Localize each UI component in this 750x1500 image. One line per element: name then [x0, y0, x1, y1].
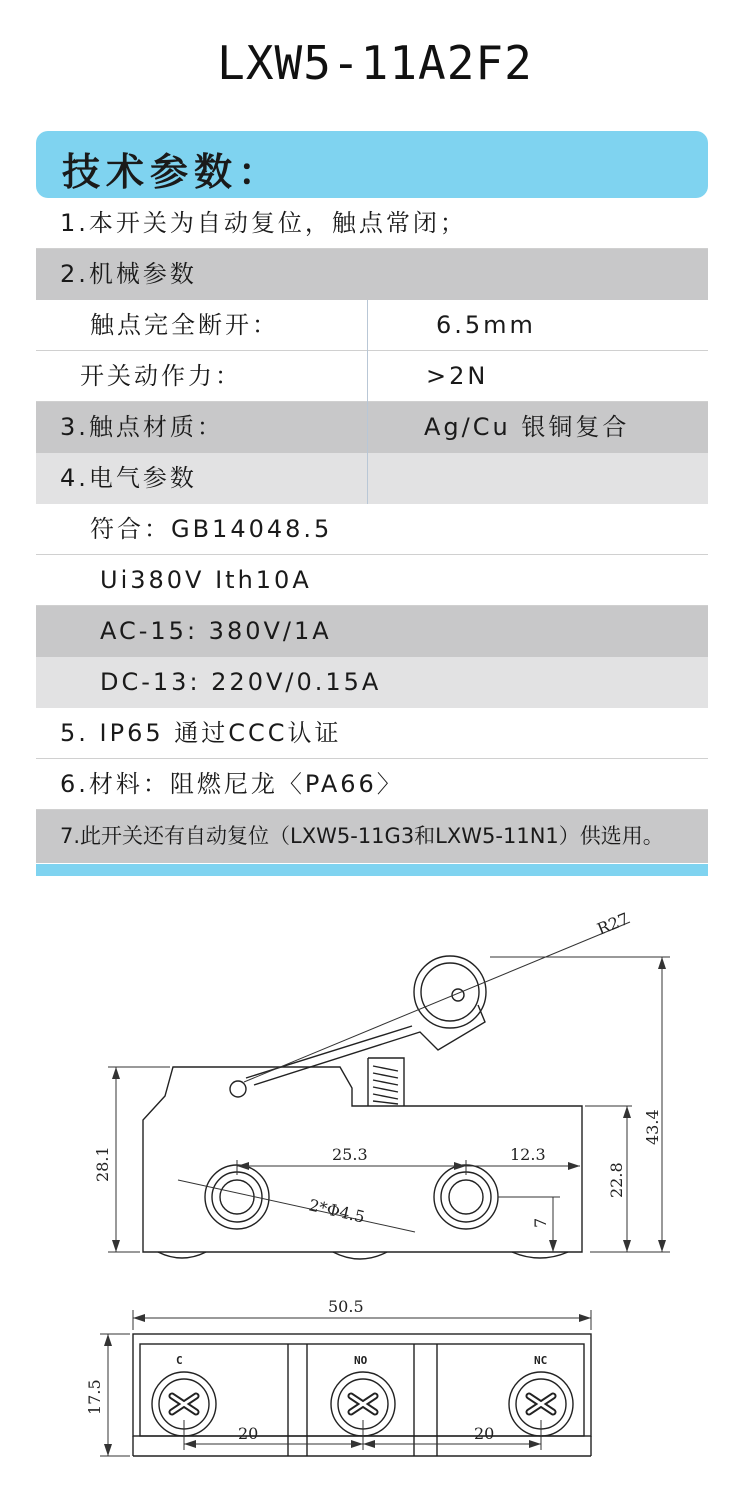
radius-label: R27 [594, 908, 632, 939]
dimension-arrows [112, 957, 666, 1252]
spec-row-mechanical [36, 249, 708, 300]
spec-row-options [36, 810, 708, 863]
column-divider [367, 300, 368, 351]
dim-12-3-label: 12.3 [510, 1145, 546, 1164]
roller-inner [421, 963, 479, 1021]
spec-label: 触点完全断开： [90, 311, 279, 339]
spec-row-standard [36, 504, 708, 555]
spec-value: 6.5mm [436, 311, 536, 339]
spec-row-electrical [36, 453, 708, 504]
spec-text: 7.此开关还有自动复位（LXW5-11G3和LXW5-11N1）供选用。 [60, 824, 664, 848]
spec-value: Ag/Cu 银铜复合 [424, 413, 630, 441]
spring [373, 1066, 398, 1104]
spec-row-actuation-force [36, 351, 708, 402]
dim-25-3-label: 25.3 [332, 1145, 368, 1164]
spec-text: Ui380V Ith10A [100, 566, 312, 594]
lever-arm [254, 1005, 485, 1085]
spec-row-rating [36, 555, 708, 606]
terminal-c-label: C [176, 1354, 183, 1367]
switch-foot [158, 1252, 206, 1258]
dimension-lines [108, 922, 670, 1252]
column-divider [367, 402, 368, 453]
spec-text: 5. IP65 通过CCC认证 [60, 719, 342, 747]
spec-row-ip65 [36, 708, 708, 759]
switch-bottom-view [133, 1334, 591, 1456]
radius-leader [244, 922, 630, 1082]
lever-arm-edge [246, 1026, 412, 1078]
dim-20-left-label: 20 [238, 1424, 259, 1443]
switch-foot [333, 1252, 387, 1259]
column-divider [367, 453, 368, 504]
spec-row-reset [36, 198, 708, 249]
spec-text: DC-13: 220V/0.15A [100, 668, 382, 696]
spec-value: >2N [426, 362, 489, 390]
switch-foot [512, 1252, 568, 1258]
bottom-dimension-labels [85, 1297, 547, 1443]
spec-row-dc13 [36, 657, 708, 708]
spec-row-material [36, 759, 708, 810]
spec-row-contact-gap [36, 300, 708, 351]
pivot-pin [230, 1081, 246, 1097]
mount-hole-inner [449, 1180, 483, 1214]
spec-table [36, 198, 708, 863]
dim-17-5-label: 17.5 [85, 1379, 104, 1415]
roller-outer [414, 956, 486, 1028]
dim-43-4-label: 43.4 [643, 1109, 662, 1145]
terminal-nc-label: NC [534, 1354, 548, 1367]
section-bottom-bar [36, 864, 708, 876]
dim-20-right-label: 20 [474, 1424, 495, 1443]
spec-row-contact-material [36, 402, 708, 453]
mount-hole-inner [220, 1180, 254, 1214]
spec-text: 2.机械参数 [60, 260, 197, 288]
dim-7-label: 7 [531, 1217, 550, 1228]
spec-text: 4.电气参数 [60, 464, 197, 492]
dimension-drawing [0, 880, 750, 1500]
spec-row-ac15 [36, 606, 708, 657]
terminal-no-label: NO [354, 1354, 368, 1367]
column-divider [367, 351, 368, 402]
dim-50-5-label: 50.5 [328, 1297, 364, 1316]
spec-text: 6.材料：阻燃尼龙〈PA66〉 [60, 770, 404, 798]
spec-label: 开关动作力： [80, 362, 242, 390]
section-header [36, 131, 708, 198]
dim-22-8-label: 22.8 [607, 1162, 626, 1198]
section-title: 技术参数： [62, 150, 283, 194]
spec-text: 1.本开关为自动复位，触点常闭； [60, 209, 467, 237]
hole-spec-label: 2*Φ4.5 [307, 1195, 367, 1227]
spec-text: AC-15: 380V/1A [100, 617, 332, 645]
product-title: LXW5-11A2F2 [217, 36, 533, 90]
dim-28-1-label: 28.1 [93, 1146, 112, 1182]
spec-label: 3.触点材质： [60, 413, 224, 441]
spec-text: 符合：GB14048.5 [90, 515, 333, 543]
